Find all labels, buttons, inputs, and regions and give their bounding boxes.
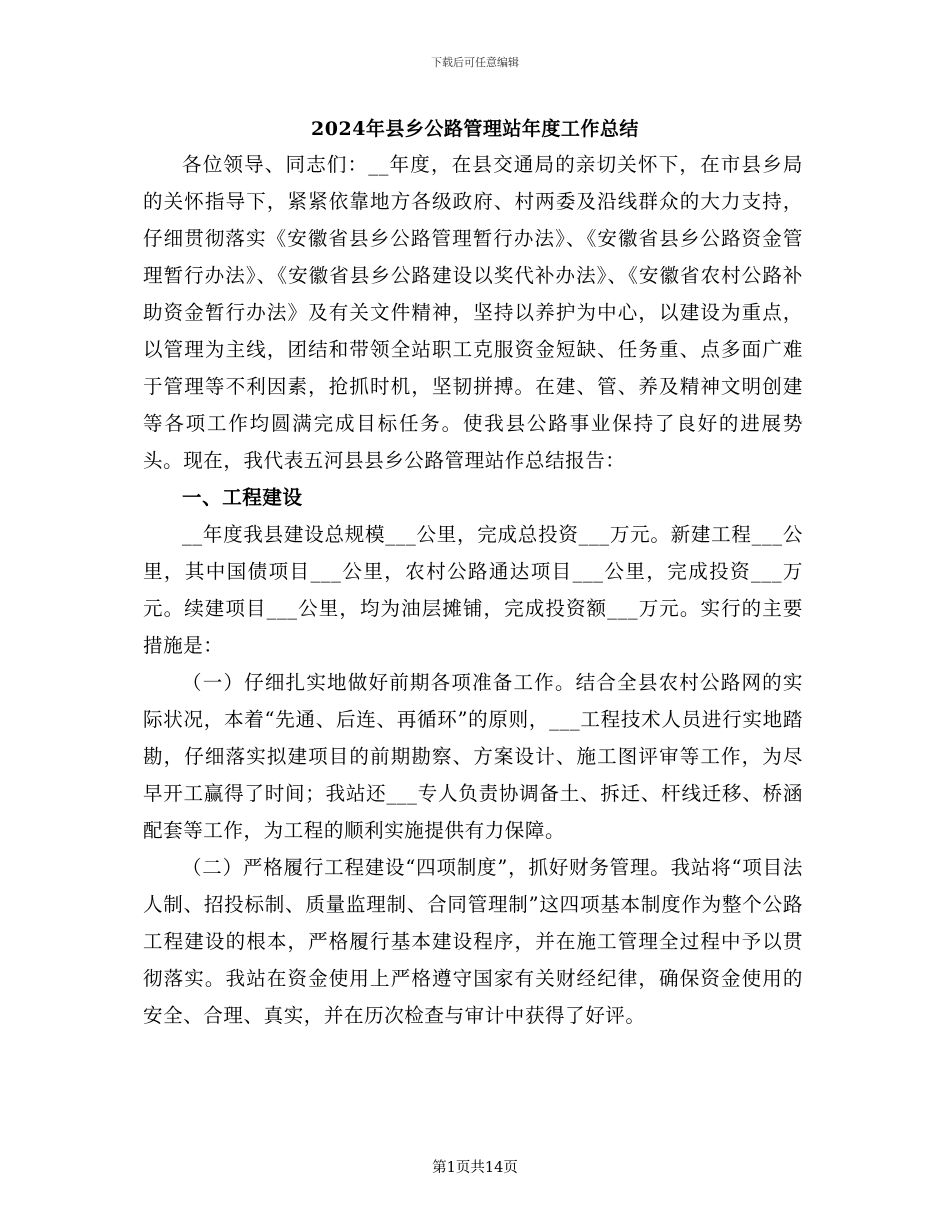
document-body xyxy=(143,146,803,1034)
page-footer: 第1页共14页 xyxy=(432,1160,518,1176)
paragraph-scale: __年度我县建设总规模___公里，完成总投资___万元。新建工程___公里，其中国债项目___公里，农村公路通达项目___公里，完成投资___万元。续建项目___公里，均为油层摊铺，完成投资额___万元。实行的主要措施是： xyxy=(143,523,803,657)
section-heading-engineering: 一、工程建设 xyxy=(182,486,303,509)
paragraph-four-systems: （二）严格履行工程建设“四项制度”，抓好财务管理。我站将“项目法人制、招投标制、质量监理制、合同管理制”这四项基本制度作为整个公路工程建设的根本，严格履行基本建设程序，并在施工管理全过程中予以贯彻落实。我站在资金使用上严格遵守国家有关财经纪律，确保资金使用的安全、合理、真实，并在历次检查与审计中获得了好评。 xyxy=(143,856,803,1027)
document-title: 2024年县乡公路管理站年度工作总结 xyxy=(311,118,639,140)
paragraph-intro: 各位领导、同志们：__年度，在县交通局的亲切关怀下，在市县乡局的关怀指导下，紧紧依靠地方各级政府、村两委及沿线群众的大力支持，仔细贯彻落实《安徽省县乡公路管理暂行办法》、《安徽省县乡公路资金管理暂行办法》、《安徽省县乡公路建设以奖代补办法》、《安徽省农村公路补助资金暂行办法》及有关文件精神，坚持以养护为中心，以建设为重点，以管理为主线，团结和带领全站职工克服资金短缺、任务重、点多面广难于管理等不利因素，抢抓时机，坚韧拼搏。在建、管、养及精神文明创建等各项工作均圆满完成目标任务。使我县公路事业保持了良好的进展势头。现在，我代表五河县县乡公路管理站作总结报告： xyxy=(143,153,803,472)
header-note: 下载后可任意编辑 xyxy=(431,56,519,69)
paragraph-preparation: （一）仔细扎实地做好前期各项准备工作。结合全县农村公路网的实际状况，本着“先通、后连、再循环”的原则，___工程技术人员进行实地踏勘，仔细落实拟建项目的前期勘察、方案设计、施工图评审等工作，为尽早开工赢得了时间；我站还___专人负责协调备土、拆迁、杆线迁移、桥涵配套等工作，为工程的顺利实施提供有力保障。 xyxy=(143,671,803,842)
